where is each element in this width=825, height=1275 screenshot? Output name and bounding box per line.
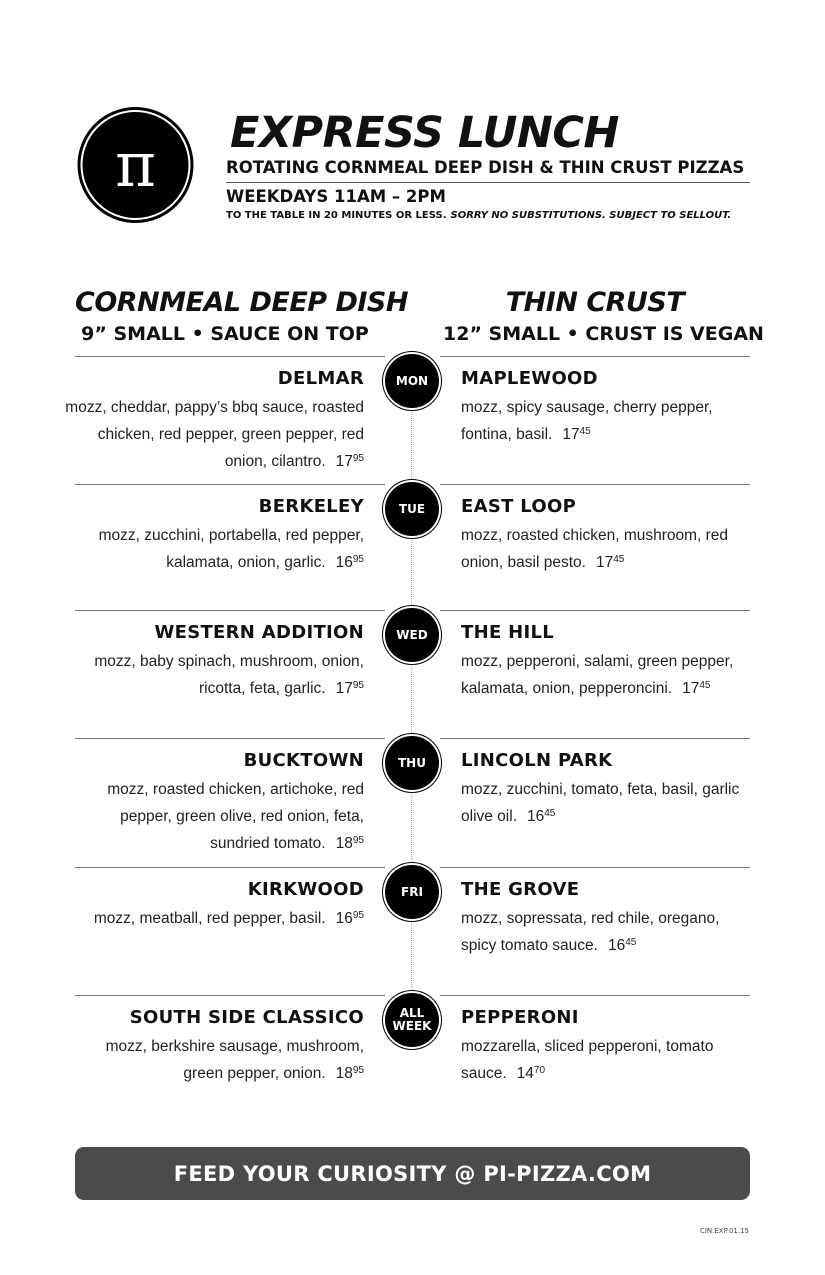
deep-dish-pizza-name: KIRKWOOD bbox=[247, 879, 364, 900]
service-note bbox=[226, 210, 731, 221]
day-badge-line: WEEK bbox=[392, 1019, 432, 1033]
thin-crust-pizza-name: PEPPERONI bbox=[461, 1007, 579, 1028]
pi-symbol: π bbox=[115, 128, 156, 201]
thin-crust-pizza-description bbox=[461, 1033, 751, 1087]
center-divider bbox=[411, 385, 412, 1025]
row-divider bbox=[440, 738, 750, 739]
deep-dish-heading: CORNMEAL DEEP DISH bbox=[75, 287, 408, 318]
price: $17^{45}$ bbox=[595, 554, 625, 571]
thin-crust-heading: THIN CRUST bbox=[505, 287, 685, 318]
deep-dish-pizza-description bbox=[64, 394, 364, 475]
deep-dish-pizza-name: BERKELEY bbox=[258, 496, 364, 517]
price: $16^{45}$ bbox=[607, 937, 637, 954]
ingredients: mozz, meatball, red pepper, basil. bbox=[93, 910, 326, 927]
page-title: EXPRESS LUNCH bbox=[230, 108, 619, 158]
website-banner: FEED YOUR CURIOSITY @ PI-PIZZA.COM bbox=[75, 1147, 750, 1200]
day-badge: THU bbox=[385, 736, 439, 790]
deep-dish-subheading: 9” SMALL • SAUCE ON TOP bbox=[81, 323, 369, 345]
service-note-disclaimer: SORRY NO SUBSTITUTIONS. SUBJECT TO SELLOUT. bbox=[450, 210, 732, 221]
header-divider bbox=[226, 182, 750, 183]
price: $17^{95}$ bbox=[335, 453, 364, 470]
ingredients: mozz, berkshire sausage, mushroom, green pepper, onion. bbox=[105, 1038, 364, 1082]
day-badge: MON bbox=[385, 354, 439, 408]
thin-crust-pizza-description bbox=[461, 648, 751, 702]
thin-crust-pizza-name: THE HILL bbox=[461, 622, 555, 643]
thin-crust-pizza-description bbox=[461, 905, 751, 959]
day-badge: FRI bbox=[385, 865, 439, 919]
thin-crust-pizza-name: LINCOLN PARK bbox=[461, 750, 613, 771]
deep-dish-pizza-name: SOUTH SIDE CLASSICO bbox=[129, 1007, 364, 1028]
ingredients: mozzarella, sliced pepperoni, tomato sauce. bbox=[461, 1038, 714, 1082]
row-divider bbox=[440, 610, 750, 611]
hours: WEEKDAYS 11AM – 2PM bbox=[226, 187, 446, 206]
day-badge: WED bbox=[385, 608, 439, 662]
ingredients: mozz, baby spinach, mushroom, onion, ricotta, feta, garlic. bbox=[94, 653, 364, 697]
row-divider bbox=[440, 995, 750, 996]
deep-dish-pizza-description bbox=[64, 776, 364, 857]
thin-crust-pizza-name: THE GROVE bbox=[461, 879, 580, 900]
price: $14^{70}$ bbox=[516, 1065, 546, 1082]
ingredients: mozz, pepperoni, salami, green pepper, kalamata, onion, pepperoncini. bbox=[461, 653, 734, 697]
page-subtitle: ROTATING CORNMEAL DEEP DISH & THIN CRUST PIZZAS bbox=[226, 158, 745, 177]
thin-crust-pizza-description bbox=[461, 776, 751, 830]
thin-crust-pizza-name: MAPLEWOOD bbox=[461, 368, 598, 389]
price: $16^{95}$ bbox=[335, 554, 364, 571]
day-badge-line: ALL bbox=[399, 1006, 425, 1020]
price: $18^{95}$ bbox=[335, 835, 364, 852]
pi-logo bbox=[75, 106, 196, 224]
deep-dish-pizza-description bbox=[64, 905, 364, 932]
deep-dish-pizza-description bbox=[64, 522, 364, 576]
ingredients: mozz, zucchini, tomato, feta, basil, garlic olive oil. bbox=[461, 781, 740, 825]
row-divider bbox=[440, 867, 750, 868]
row-divider bbox=[75, 738, 385, 739]
deep-dish-pizza-description bbox=[64, 1033, 364, 1087]
service-note-text: TO THE TABLE IN 20 MINUTES OR LESS. bbox=[226, 210, 447, 221]
ingredients: mozz, zucchini, portabella, red pepper, kalamata, onion, garlic. bbox=[98, 527, 364, 571]
day-badge bbox=[385, 993, 439, 1047]
row-divider bbox=[440, 356, 750, 357]
row-divider bbox=[75, 867, 385, 868]
day-badge: TUE bbox=[385, 482, 439, 536]
ingredients: mozz, sopressata, red chile, oregano, spicy tomato sauce. bbox=[461, 910, 720, 954]
price: $18^{95}$ bbox=[335, 1065, 364, 1082]
ingredients: mozz, roasted chicken, mushroom, red onion, basil pesto. bbox=[461, 527, 729, 571]
price: $16^{95}$ bbox=[335, 910, 364, 927]
deep-dish-pizza-name: WESTERN ADDITION bbox=[154, 622, 364, 643]
thin-crust-pizza-name: EAST LOOP bbox=[461, 496, 577, 517]
price: $16^{45}$ bbox=[527, 808, 556, 825]
row-divider bbox=[75, 356, 385, 357]
row-divider bbox=[75, 995, 385, 996]
price: $17^{45}$ bbox=[682, 680, 711, 697]
row-divider bbox=[440, 484, 750, 485]
ingredients: mozz, roasted chicken, artichoke, red pepper, green olive, red onion, feta, sundried tomato. bbox=[107, 781, 364, 852]
ingredients: mozz, spicy sausage, cherry pepper, fontina, basil. bbox=[461, 399, 713, 443]
deep-dish-pizza-name: DELMAR bbox=[277, 368, 364, 389]
deep-dish-pizza-description bbox=[64, 648, 364, 702]
menu-code: CIN.EXP.01.15 bbox=[699, 1227, 749, 1235]
deep-dish-pizza-name: BUCKTOWN bbox=[243, 750, 364, 771]
price: $17^{45}$ bbox=[562, 426, 591, 443]
price: $17^{95}$ bbox=[335, 680, 364, 697]
row-divider bbox=[75, 484, 385, 485]
thin-crust-subheading: 12” SMALL • CRUST IS VEGAN bbox=[443, 323, 764, 345]
thin-crust-pizza-description bbox=[461, 394, 751, 448]
row-divider bbox=[75, 610, 385, 611]
thin-crust-pizza-description bbox=[461, 522, 751, 576]
ingredients: mozz, cheddar, pappy’s bbq sauce, roasted chicken, red pepper, green pepper, red onion, cilantro. bbox=[65, 399, 364, 470]
